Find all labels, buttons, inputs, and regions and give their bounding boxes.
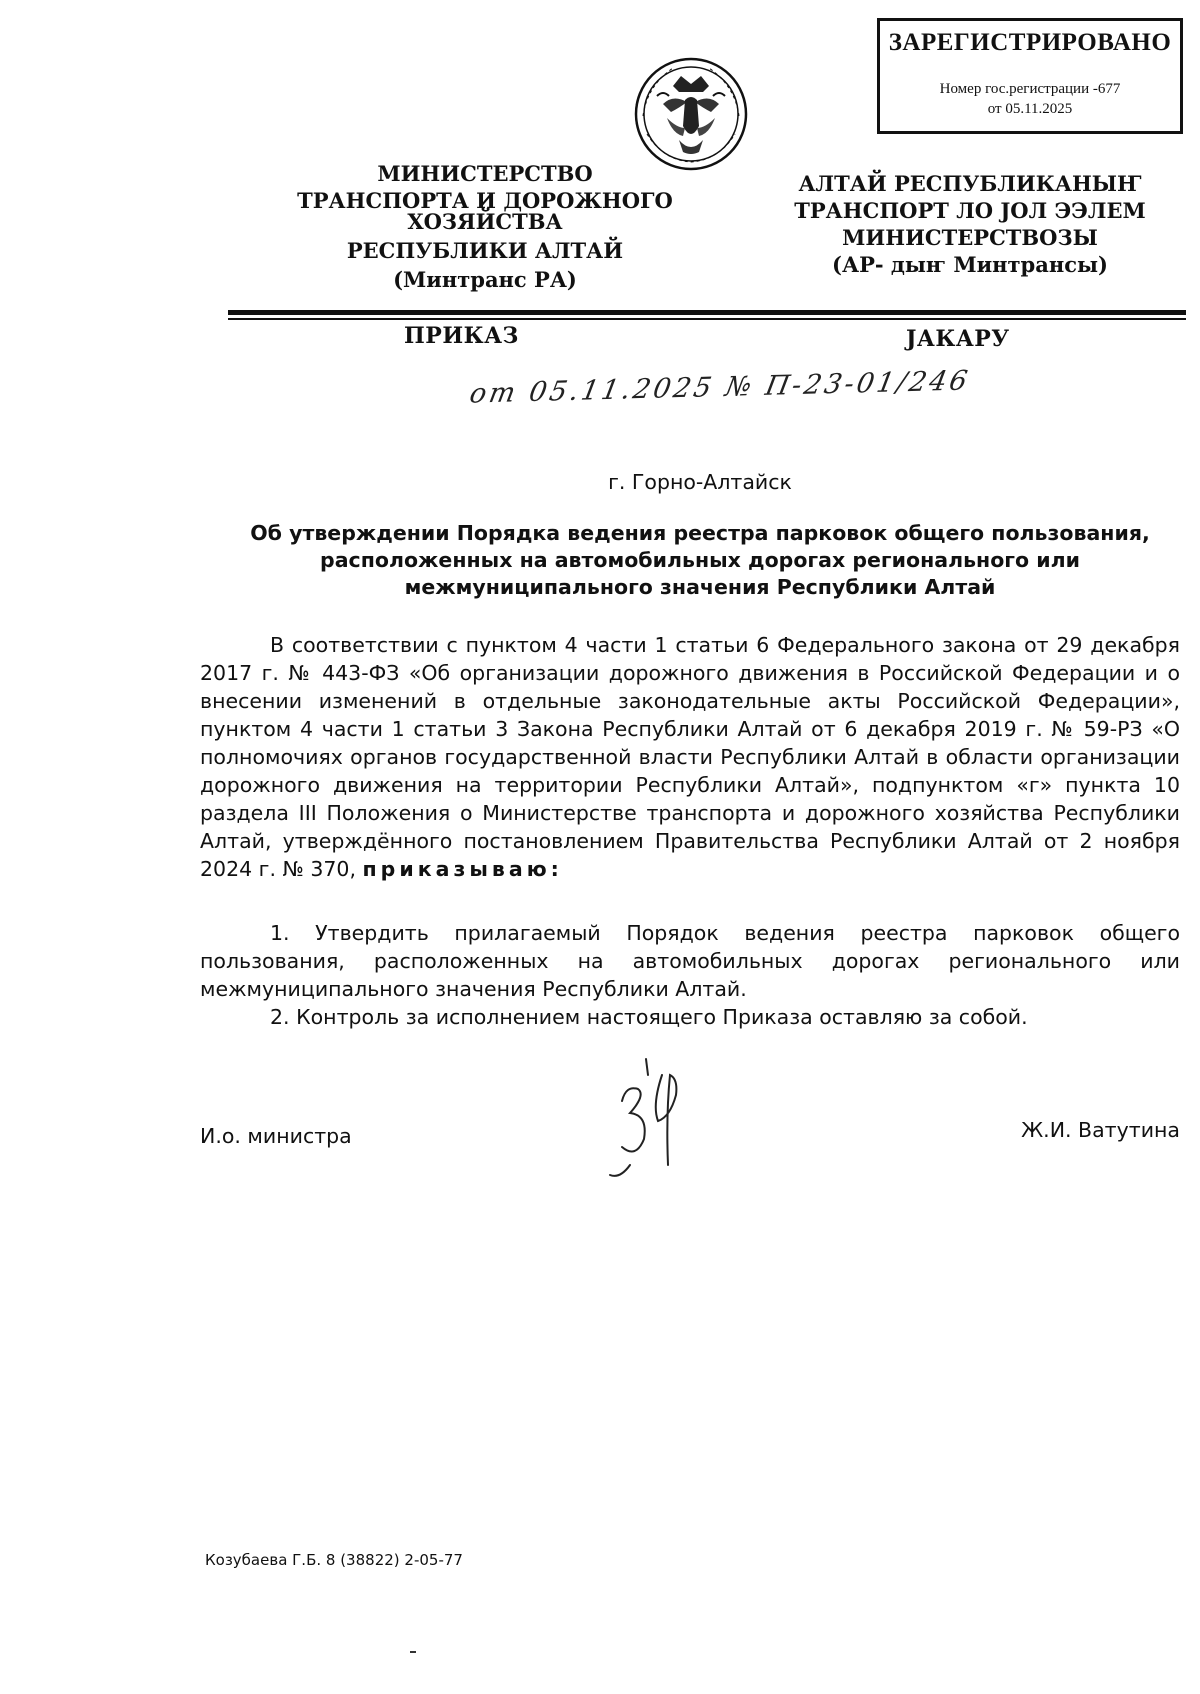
order-title [200,520,1200,601]
order-item-1 [200,919,1180,1003]
signatory-name: Ж.И. Ватутина [1021,1118,1180,1142]
ministry-header-line: РЕСПУБЛИКИ АЛТАЙ [346,238,624,263]
republic-altai-coat-of-arms-icon [633,56,749,172]
preamble-paragraph [200,631,1180,883]
registration-date: от 05.11.2025 [987,101,1073,117]
order-title-line: Об утверждении Порядка ведения реестра парковок общего пользования, [250,521,1150,545]
city-line: г. Горно-Алтайск [608,470,792,494]
order-item-2 [200,1003,1180,1031]
ministry-header-russian [250,160,720,293]
order-title-line: расположенных на автомобильных дорогах регионального или [320,548,1080,572]
preamble-text: В соответствии с пунктом 4 части 1 статьи 6 Федерального закона от 29 декабря 2017 г. № 443-ФЗ «Об организации дорожного движения в Российской Федерации и о внесении изменений в отдельные законодательные акты Российской Федерации», пунктом 4 части 1 статьи 3 Закона Республики Алтай от 6 декабря 2019 г. № 59-РЗ «О полномочиях органов государственной власти Республики Алтай в области организации дорожного движения на территории Республики Алтай», подпунктом «г» пункта 10 раздела III Положения о Министерстве транспорта и дорожного хозяйства Республики Алтай, утверждённого постановлением Правительства Республики Алтай от 2 ноября 2024 г. № 370, [200,633,1180,881]
order-item-text: 2. Контроль за исполнением настоящего Приказа оставляю за собой. [270,1005,1028,1029]
document-type-altai: ЈАКАРУ [906,326,1010,352]
order-title-line: межмуниципального значения Республики Алтай [404,575,996,599]
signatory-position: И.о. министра [200,1124,352,1148]
handwritten-date-and-number: от 05.11.2025 № П-23-01/246 [467,365,973,410]
preamble-decree-word: приказываю: [362,857,563,881]
order-item-text: 1. Утвердить прилагаемый Порядок ведения реестра парковок общего пользования, расположенных на автомобильных дорогах регионального или межмуниципального значения Республики Алтай. [200,921,1180,1001]
page-mark [410,1651,416,1653]
header-divider [228,310,1186,315]
registration-number: Номер гос.регистрации -677 [939,81,1121,97]
ministry-header-line: (Минтранс РА) [393,267,577,292]
header-divider [228,318,1186,320]
ministry-header-line: (АР- дыҥ Минтрансы) [832,252,1108,277]
ministry-header-line: ХОЗЯЙСТВА [407,209,563,234]
document-type-russian: ПРИКАЗ [404,323,519,349]
ministry-header-altai [770,170,1170,278]
handwritten-signature [600,1055,720,1215]
ministry-header-line: МИНИСТЕРСТВО [377,161,593,186]
ministry-header-line: ТРАНСПОРТ ЛО ЈОЛ ЭЭЛЕМ [794,198,1146,223]
contact-line: Козубаева Г.Б. 8 (38822) 2-05-77 [205,1551,463,1569]
ministry-header-line: МИНИСТЕРСТВОЗЫ [842,225,1098,250]
ministry-header-line: АЛТАЙ РЕСПУБЛИКАНЫҤ [798,171,1142,196]
ministry-header-line: ТРАНСПОРТА И ДОРОЖНОГО [297,188,673,213]
registration-stamp-title: ЗАРЕГИСТРИРОВАНО [888,29,1172,56]
registration-stamp [877,18,1183,134]
